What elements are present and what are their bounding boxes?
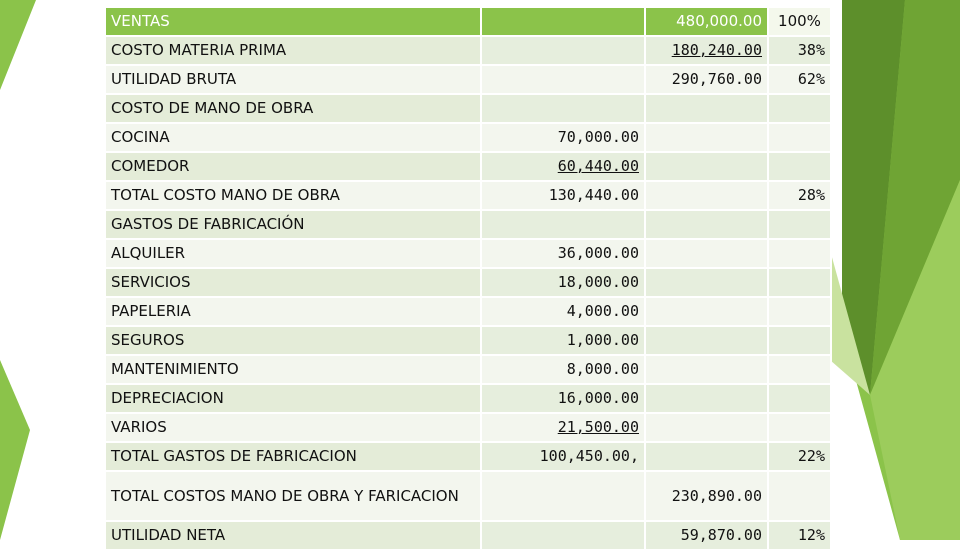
total-cell: [645, 442, 768, 471]
percent-cell: 38%: [768, 36, 831, 65]
percent-cell: [768, 94, 831, 123]
percent-cell: [768, 471, 831, 521]
table-row: [105, 94, 831, 123]
row-label: COMEDOR: [105, 152, 481, 181]
subtotal-cell: 4,000.00: [481, 297, 645, 326]
row-label: DEPRECIACION: [105, 384, 481, 413]
subtotal-cell: [481, 94, 645, 123]
table-row: [105, 413, 831, 442]
total-cell: [645, 210, 768, 239]
subtotal-cell: 36,000.00: [481, 239, 645, 268]
row-label: TOTAL COSTO MANO DE OBRA: [105, 181, 481, 210]
table-row: [105, 297, 831, 326]
row-label: PAPELERIA: [105, 297, 481, 326]
total-cell: [645, 268, 768, 297]
total-cell: [645, 413, 768, 442]
income-statement-table: [104, 6, 830, 551]
table-row: [105, 355, 831, 384]
total-cell: [645, 123, 768, 152]
row-label: TOTAL GASTOS DE FABRICACION: [105, 442, 481, 471]
table-row: [105, 268, 831, 297]
row-label: VARIOS: [105, 413, 481, 442]
total-cell: 230,890.00: [645, 471, 768, 521]
subtotal-cell: 8,000.00: [481, 355, 645, 384]
percent-cell: 12%: [768, 521, 831, 550]
table-row: [105, 152, 831, 181]
percent-cell: [768, 326, 831, 355]
row-label: COCINA: [105, 123, 481, 152]
table-row: [105, 442, 831, 471]
row-label: COSTO DE MANO DE OBRA: [105, 94, 481, 123]
subtotal-cell: [481, 521, 645, 550]
percent-cell: 28%: [768, 181, 831, 210]
table-row: [105, 181, 831, 210]
total-cell: [645, 297, 768, 326]
subtotal-cell: [481, 36, 645, 65]
row-label: COSTO MATERIA PRIMA: [105, 36, 481, 65]
percent-cell: 22%: [768, 442, 831, 471]
percent-cell: [768, 210, 831, 239]
total-cell: 480,000.00: [645, 7, 768, 36]
row-label: TOTAL COSTOS MANO DE OBRA Y FARICACION: [105, 471, 481, 521]
subtotal-cell: [481, 65, 645, 94]
percent-cell: [768, 152, 831, 181]
row-label: VENTAS: [105, 7, 481, 36]
table-row: [105, 36, 831, 65]
row-label: MANTENIMIENTO: [105, 355, 481, 384]
subtotal-cell: 70,000.00: [481, 123, 645, 152]
subtotal-cell: 18,000.00: [481, 268, 645, 297]
table-row: [105, 239, 831, 268]
total-cell: [645, 384, 768, 413]
percent-cell: [768, 355, 831, 384]
total-cell: [645, 152, 768, 181]
percent-cell: 100%: [768, 7, 831, 36]
total-cell: 180,240.00: [645, 36, 768, 65]
row-label: SEGUROS: [105, 326, 481, 355]
percent-cell: [768, 268, 831, 297]
subtotal-cell: 1,000.00: [481, 326, 645, 355]
row-label: GASTOS DE FABRICACIÓN: [105, 210, 481, 239]
subtotal-cell: [481, 471, 645, 521]
total-cell: 59,870.00: [645, 521, 768, 550]
total-cell: [645, 355, 768, 384]
row-label: ALQUILER: [105, 239, 481, 268]
table-row: [105, 7, 831, 36]
table-row: [105, 210, 831, 239]
table-row: [105, 326, 831, 355]
green-corner-bottom: [0, 360, 30, 540]
table-row: [105, 384, 831, 413]
total-cell: [645, 181, 768, 210]
table-row: [105, 521, 831, 550]
percent-cell: [768, 297, 831, 326]
table-row: [105, 471, 831, 521]
subtotal-cell: 60,440.00: [481, 152, 645, 181]
percent-cell: [768, 413, 831, 442]
total-cell: [645, 239, 768, 268]
green-corner-top: [0, 0, 36, 90]
subtotal-cell: [481, 210, 645, 239]
row-label: UTILIDAD BRUTA: [105, 65, 481, 94]
percent-cell: [768, 123, 831, 152]
subtotal-cell: 100,450.00,: [481, 442, 645, 471]
row-label: SERVICIOS: [105, 268, 481, 297]
row-label: UTILIDAD NETA: [105, 521, 481, 550]
table-row: [105, 123, 831, 152]
subtotal-cell: 16,000.00: [481, 384, 645, 413]
table-row: [105, 65, 831, 94]
total-cell: 290,760.00: [645, 65, 768, 94]
total-cell: [645, 326, 768, 355]
subtotal-cell: [481, 7, 645, 36]
percent-cell: [768, 239, 831, 268]
percent-cell: [768, 384, 831, 413]
total-cell: [645, 94, 768, 123]
subtotal-cell: 21,500.00: [481, 413, 645, 442]
subtotal-cell: 130,440.00: [481, 181, 645, 210]
percent-cell: 62%: [768, 65, 831, 94]
